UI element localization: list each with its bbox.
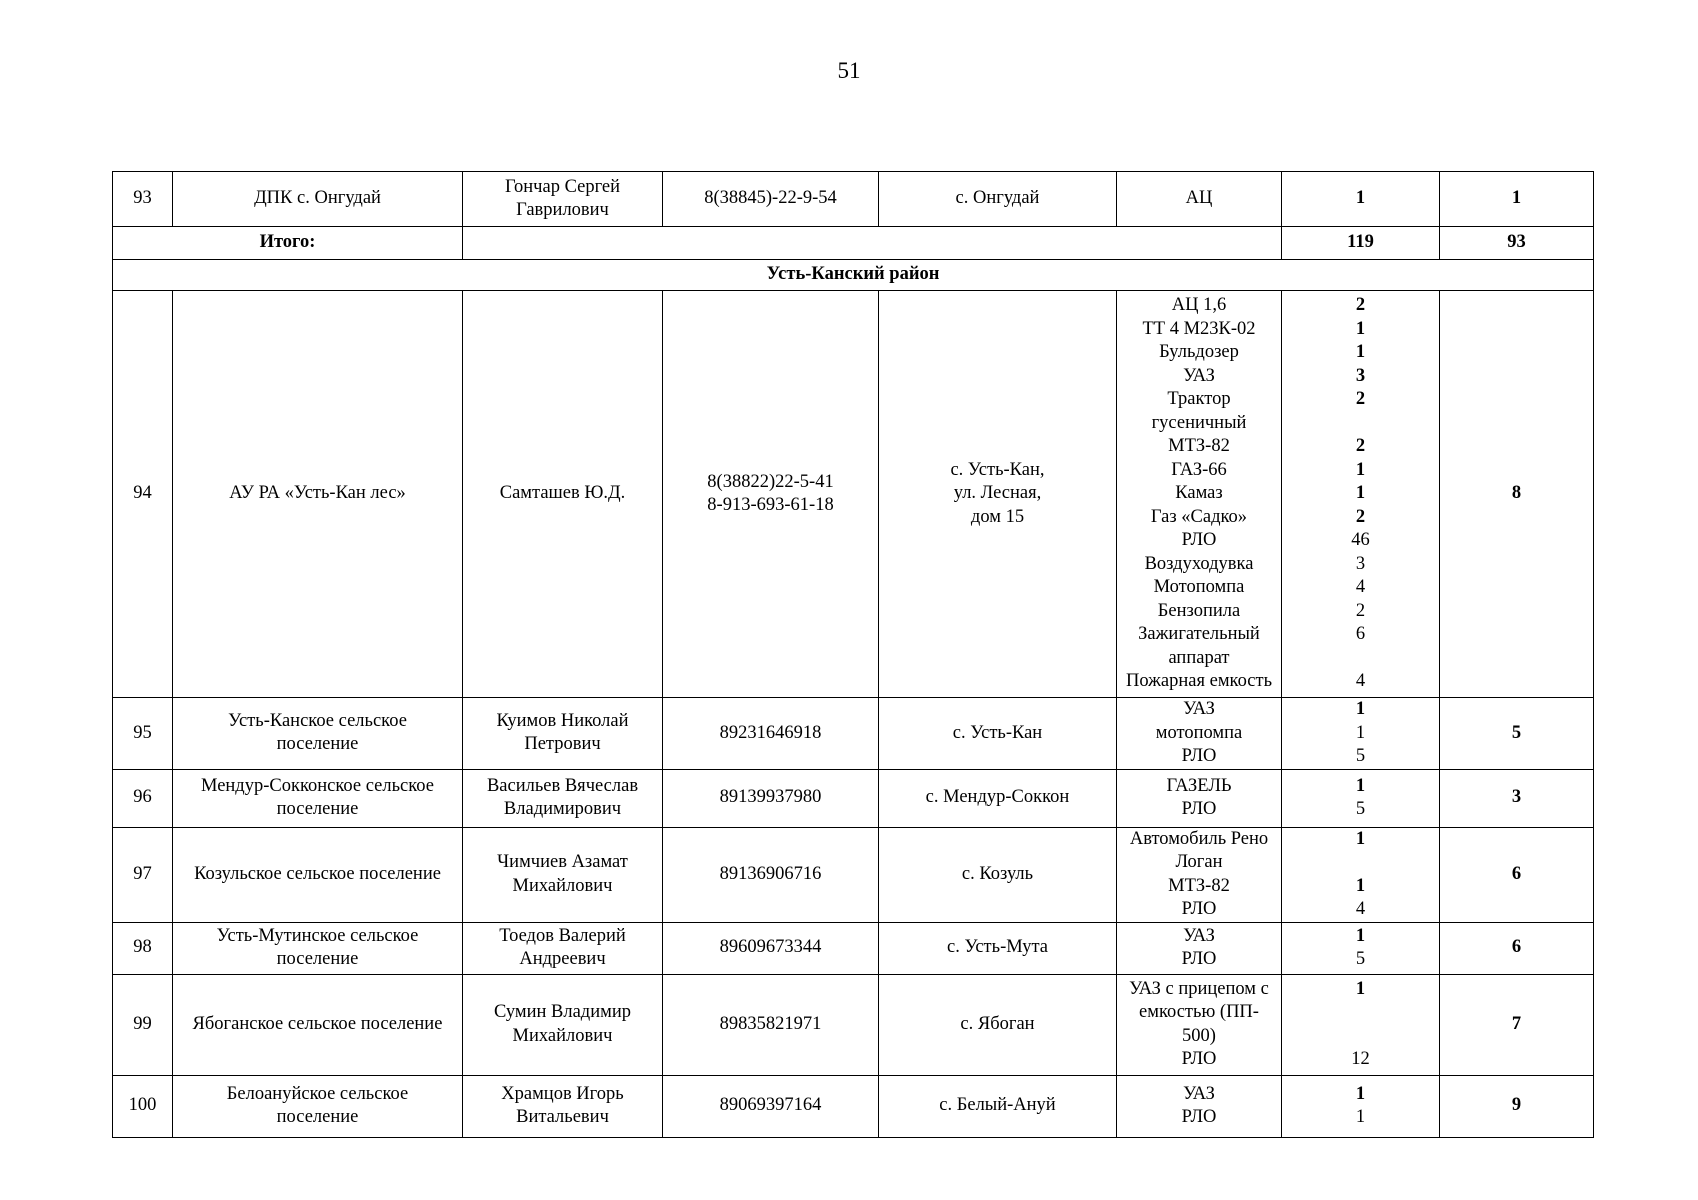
row-total: 6 <box>1440 922 1594 974</box>
phone: 8(38822)22-5-41 8-913-693-61-18 <box>663 291 879 698</box>
equipment-counts: 1 12 <box>1282 974 1440 1075</box>
address: с. Козуль <box>879 827 1117 922</box>
organization-name: Мендур-Сокконское сельское поселение <box>173 769 463 827</box>
row-total: 3 <box>1440 769 1594 827</box>
row-total: 6 <box>1440 827 1594 922</box>
head-name: Храмцов Игорь Витальевич <box>463 1075 663 1137</box>
row-number: 100 <box>113 1075 173 1137</box>
address: с. Усть-Мута <box>879 922 1117 974</box>
row-number: 95 <box>113 698 173 770</box>
equipment-list: УАЗ РЛО <box>1117 1075 1282 1137</box>
row-total: 1 <box>1440 172 1594 227</box>
address: с. Онгудай <box>879 172 1117 227</box>
table-row <box>113 1075 1594 1137</box>
equipment-list: УАЗ РЛО <box>1117 922 1282 974</box>
equipment-counts: 1 5 <box>1282 922 1440 974</box>
organization-name: ДПК с. Онгудай <box>173 172 463 227</box>
head-name: Самташев Ю.Д. <box>463 291 663 698</box>
organization-name: Усть-Мутинское сельское поселение <box>173 922 463 974</box>
page-number: 51 <box>837 58 861 83</box>
fire-equipment-table <box>112 171 1594 1138</box>
equipment-list: АЦ 1,6 ТТ 4 М23К-02 Бульдозер УАЗ Трактор гусеничный МТЗ-82 ГАЗ-66 Камаз Газ «Садко» РЛО Воздуходувка Мотопомпа Бензопила Зажигательный аппарат Пожарная емкость <box>1117 291 1282 698</box>
organization-name: АУ РА «Усть-Кан лес» <box>173 291 463 698</box>
table-row <box>113 769 1594 827</box>
address: с. Мендур-Соккон <box>879 769 1117 827</box>
equipment-counts: 2 1 1 3 2 2 1 1 2 46 3 4 2 6 4 <box>1282 291 1440 698</box>
section-title: Усть-Канский район <box>113 260 1594 291</box>
subtotal-count: 119 <box>1282 227 1440 260</box>
head-name: Сумин Владимир Михайлович <box>463 974 663 1075</box>
phone: 89231646918 <box>663 698 879 770</box>
equipment-counts: 1 1 <box>1282 1075 1440 1137</box>
organization-name: Усть-Канское сельское поселение <box>173 698 463 770</box>
table-row <box>113 827 1594 922</box>
address: с. Белый-Ануй <box>879 1075 1117 1137</box>
row-total: 9 <box>1440 1075 1594 1137</box>
phone: 89136906716 <box>663 827 879 922</box>
equipment-list: Автомобиль Рено Логан МТЗ-82 РЛО <box>1117 827 1282 922</box>
row-number: 98 <box>113 922 173 974</box>
equipment-list: АЦ <box>1117 172 1282 227</box>
table-row <box>113 698 1594 770</box>
address: с. Усть-Кан, ул. Лесная, дом 15 <box>879 291 1117 698</box>
head-name: Тоедов Валерий Андреевич <box>463 922 663 974</box>
equipment-list: ГАЗЕЛЬ РЛО <box>1117 769 1282 827</box>
equipment-counts: 1 5 <box>1282 769 1440 827</box>
equipment-counts: 1 <box>1282 172 1440 227</box>
address: с. Усть-Кан <box>879 698 1117 770</box>
organization-name: Белоануйское сельское поселение <box>173 1075 463 1137</box>
phone: 89139937980 <box>663 769 879 827</box>
row-number: 94 <box>113 291 173 698</box>
table-row <box>113 922 1594 974</box>
row-total: 5 <box>1440 698 1594 770</box>
equipment-counts: 1 1 5 <box>1282 698 1440 770</box>
table-row <box>113 172 1594 227</box>
equipment-counts: 1 1 4 <box>1282 827 1440 922</box>
phone: 89069397164 <box>663 1075 879 1137</box>
subtotal-row <box>113 227 1594 260</box>
row-number: 99 <box>113 974 173 1075</box>
table-row <box>113 974 1594 1075</box>
phone: 89835821971 <box>663 974 879 1075</box>
organization-name: Козульское сельское поселение <box>173 827 463 922</box>
row-number: 93 <box>113 172 173 227</box>
head-name: Куимов Николай Петрович <box>463 698 663 770</box>
phone: 8(38845)-22-9-54 <box>663 172 879 227</box>
subtotal-label: Итого: <box>113 227 463 260</box>
row-total: 7 <box>1440 974 1594 1075</box>
head-name: Чимчиев Азамат Михайлович <box>463 827 663 922</box>
equipment-list: УАЗ мотопомпа РЛО <box>1117 698 1282 770</box>
subtotal-total: 93 <box>1440 227 1594 260</box>
row-number: 96 <box>113 769 173 827</box>
organization-name: Ябоганское сельское поселение <box>173 974 463 1075</box>
head-name: Васильев Вячеслав Владимирович <box>463 769 663 827</box>
table-row <box>113 291 1594 698</box>
address: с. Ябоган <box>879 974 1117 1075</box>
head-name: Гончар Сергей Гаврилович <box>463 172 663 227</box>
section-row <box>113 260 1594 291</box>
equipment-list: УАЗ с прицепом с емкостью (ПП- 500) РЛО <box>1117 974 1282 1075</box>
row-number: 97 <box>113 827 173 922</box>
row-total: 8 <box>1440 291 1594 698</box>
phone: 89609673344 <box>663 922 879 974</box>
